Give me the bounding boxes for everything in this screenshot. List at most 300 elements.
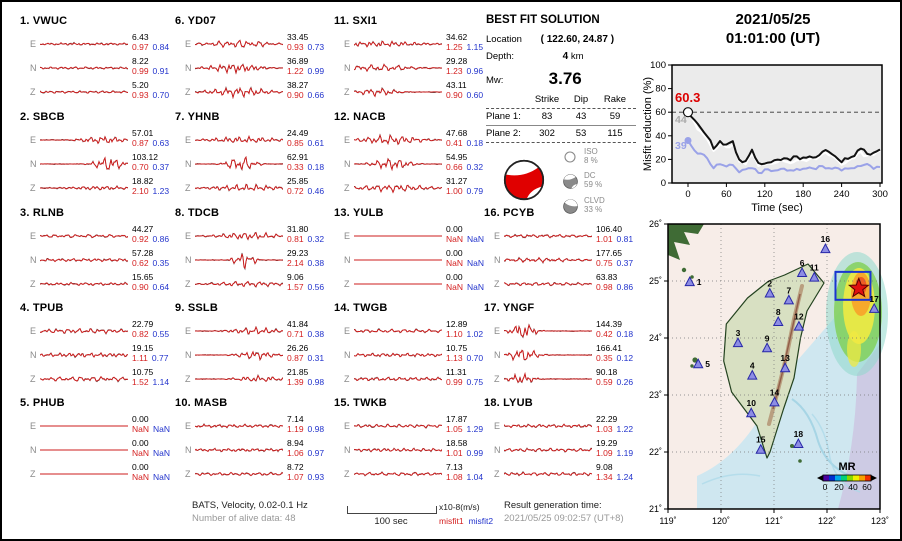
waveform-plot (354, 128, 442, 152)
station-header: 7. YHNB (175, 111, 220, 123)
misfit1-value: 0.92 (132, 234, 149, 244)
misfit1-value: 0.81 (287, 234, 304, 244)
synthetic-trace (195, 136, 283, 142)
synthetic-trace (40, 137, 128, 143)
misfit-values (287, 377, 335, 387)
waveform-plot (195, 462, 283, 486)
mw-row (486, 68, 642, 88)
misfit1-value: 1.22 (287, 66, 304, 76)
channel-values (596, 343, 644, 363)
observed-trace (195, 253, 283, 269)
misfit2-value: 0.99 (307, 66, 325, 76)
misfit1-value: NaN (132, 424, 150, 434)
misfit1-value: 0.90 (446, 90, 463, 100)
chart-x-axis-label: Time (sec) (751, 202, 803, 214)
misfit-values (596, 424, 644, 434)
misfit1-value: 0.42 (596, 329, 613, 339)
waveform-plot (504, 272, 592, 296)
channel-row-YULB-E (334, 224, 494, 248)
misfit1-value: 0.97 (132, 42, 149, 52)
misfit-values (596, 258, 644, 268)
channel-row-VWUC-E (20, 32, 180, 56)
channel-label: N (344, 445, 351, 455)
synthetic-trace (40, 235, 128, 238)
misfit-values (132, 258, 180, 268)
channel-row-TPUB-E (20, 319, 180, 343)
station-header: 6. YD07 (175, 15, 216, 27)
station-header: 1. VWUC (20, 15, 68, 27)
channel-row-SSLB-E (175, 319, 335, 343)
misfit1-value: NaN (132, 472, 150, 482)
waveform-plot (504, 462, 592, 486)
waveform-plot (40, 176, 128, 200)
misfit2-legend-label: misfit2 (468, 516, 494, 526)
station-number-label: 5 (705, 359, 710, 370)
synthetic-trace (40, 43, 128, 45)
mw-label: Mw: (486, 75, 504, 86)
station-block-MASB (175, 397, 335, 482)
misfit2-value: 0.26 (616, 377, 634, 387)
svg-text:122˚: 122˚ (817, 516, 837, 526)
amplitude-value: 25.85 (287, 176, 309, 186)
amplitude-value: 5.20 (132, 80, 149, 90)
channel-label: Z (30, 87, 36, 97)
channel-label: N (344, 350, 351, 360)
waveform-plot (40, 224, 128, 248)
misfit-values (132, 90, 180, 100)
focal-mechanism-beachball-icon (502, 158, 546, 202)
amplitude-value: 15.65 (132, 272, 154, 282)
channel-values (132, 152, 180, 172)
station-header: 4. TPUB (20, 302, 64, 314)
misfit2-value: 0.77 (151, 353, 169, 363)
channel-row-PHUB-E (20, 414, 180, 438)
svg-text:24˚: 24˚ (648, 333, 662, 343)
waveform-plot (40, 128, 128, 152)
channel-label: N (185, 445, 192, 455)
amplitude-value: 0.00 (132, 462, 149, 472)
channel-label: E (185, 135, 192, 145)
station-block-TWGB (334, 302, 494, 387)
iso-pct: 8 % (584, 156, 598, 165)
channel-row-YD07-E (175, 32, 335, 56)
misfit2-value: 0.93 (307, 472, 325, 482)
channel-values (132, 80, 180, 100)
misfit-values (596, 282, 644, 292)
synthetic-trace (40, 329, 128, 334)
synthetic-trace (195, 233, 283, 240)
channel-values (287, 462, 335, 482)
station-number-label: 17 (869, 293, 879, 304)
channel-row-PCYB-N (484, 248, 644, 272)
channel-values (287, 128, 335, 148)
svg-text:80: 80 (655, 83, 666, 95)
channel-values (132, 272, 180, 292)
misfit1-value: 0.62 (132, 258, 149, 268)
depth-unit: km (570, 51, 584, 62)
channel-row-LYUB-N (484, 438, 644, 462)
misfit-values (132, 353, 180, 363)
amplitude-value: 29.23 (287, 248, 309, 258)
misfit2-value: 0.12 (616, 353, 634, 363)
misfit-values (596, 472, 644, 482)
current-misfit-annotation: 60.3 (675, 90, 701, 105)
station-block-YULB (334, 207, 494, 292)
channel-row-YULB-N (334, 248, 494, 272)
waveform-plot (354, 343, 442, 367)
waveform-plot (40, 32, 128, 56)
channel-label: N (30, 159, 37, 169)
channel-label: Z (185, 183, 191, 193)
misfit2-value: 0.38 (307, 258, 325, 268)
channel-row-TDCB-E (175, 224, 335, 248)
misfit-values (132, 448, 180, 458)
synthetic-trace (504, 424, 592, 427)
misfit2-value: 1.04 (466, 472, 484, 482)
misfit1-value: NaN (446, 282, 464, 292)
channel-row-YHNB-N (175, 152, 335, 176)
waveform-plot (354, 80, 442, 104)
channel-row-SBCB-N (20, 152, 180, 176)
misfit2-value: 0.98 (307, 377, 325, 387)
waveform-plot (354, 367, 442, 391)
svg-text:40: 40 (848, 482, 858, 492)
amplitude-value: 24.49 (287, 128, 309, 138)
waveform-plot (195, 152, 283, 176)
channel-row-TWGB-N (334, 343, 494, 367)
misfit1-value: 1.01 (446, 448, 463, 458)
channel-values (596, 272, 644, 292)
channel-label: N (185, 63, 192, 73)
channel-values (132, 224, 180, 244)
waveform-plot (504, 343, 592, 367)
misfit2-value: 0.98 (307, 424, 325, 434)
misfit-values (287, 162, 335, 172)
channel-row-TWKB-N (334, 438, 494, 462)
channel-values (132, 414, 180, 434)
dip-header: Dip (573, 94, 589, 105)
channel-label: E (185, 421, 192, 431)
depth-value: 4 (562, 51, 569, 62)
station-header: 9. SSLB (175, 302, 218, 314)
channel-label: N (30, 350, 37, 360)
station-number-label: 2 (767, 278, 773, 289)
channel-label: Z (30, 374, 36, 384)
synthetic-trace (354, 377, 442, 380)
amplitude-value: 43.11 (446, 80, 467, 90)
waveform-plot (40, 319, 128, 343)
misfit-values (132, 329, 180, 339)
channel-label: N (185, 255, 192, 265)
misfit1-value: 0.82 (132, 329, 149, 339)
rake-header: Rake (603, 94, 627, 105)
channel-row-PHUB-N (20, 438, 180, 462)
misfit2-value: 1.22 (616, 424, 634, 434)
svg-text:22˚: 22˚ (648, 447, 662, 457)
waveform-plot (40, 414, 128, 438)
waveform-plot (195, 367, 283, 391)
misfit2-value: 0.18 (616, 329, 634, 339)
channel-values (132, 32, 180, 52)
misfit2-value: 0.79 (466, 186, 484, 196)
misfit2-value: 0.32 (466, 162, 484, 172)
misfit1-value: 1.09 (596, 448, 613, 458)
station-number-label: 13 (780, 353, 790, 364)
waveform-plot (40, 248, 128, 272)
channel-values (132, 462, 180, 482)
misfit-values (132, 234, 180, 244)
channel-label: Z (344, 87, 350, 97)
synthetic-trace (40, 377, 128, 382)
channel-label: E (30, 421, 37, 431)
misfit2-value: 0.70 (466, 353, 484, 363)
station-block-SBCB (20, 111, 180, 196)
channel-row-YHNB-E (175, 128, 335, 152)
amplitude-value: 10.75 (446, 343, 468, 353)
misfit2-value: 0.35 (152, 258, 170, 268)
amplitude-value: 26.26 (287, 343, 309, 353)
misfit1-value: 0.93 (132, 90, 149, 100)
clvd-label: CLVD (584, 196, 605, 205)
amplitude-value: 17.87 (446, 414, 468, 424)
clvd-icon (562, 198, 579, 215)
synthetic-trace (354, 41, 442, 46)
misfit-values (132, 472, 180, 482)
station-number-label: 10 (746, 398, 756, 409)
waveform-plot (354, 414, 442, 438)
channel-row-SBCB-Z (20, 176, 180, 200)
channel-values (596, 414, 644, 434)
channel-label: E (344, 421, 351, 431)
misfit-values (287, 329, 335, 339)
dc-pct: 59 % (584, 180, 603, 189)
station-header: 8. TDCB (175, 207, 220, 219)
misfit2-value: 0.97 (307, 448, 325, 458)
synthetic-trace (354, 424, 442, 427)
misfit-values (287, 472, 335, 482)
dc-row (562, 172, 642, 192)
plane-table-header (486, 92, 636, 109)
misfit2-value: 0.60 (466, 90, 484, 100)
channel-row-YULB-Z (334, 272, 494, 296)
svg-text:123˚: 123˚ (870, 516, 890, 526)
channel-row-YHNB-Z (175, 176, 335, 200)
misfit-values (287, 66, 335, 76)
misfit2-value: 0.37 (616, 258, 634, 268)
amplitude-value: 19.15 (132, 343, 154, 353)
depth-row (486, 51, 642, 62)
channel-label: N (30, 63, 37, 73)
channel-label: E (185, 231, 192, 241)
misfit-values (287, 42, 335, 52)
misfit1-value: 0.99 (132, 66, 149, 76)
channel-label: Z (344, 279, 350, 289)
clvd-row (562, 197, 642, 217)
misfit-values (132, 377, 180, 387)
channel-row-RLNB-N (20, 248, 180, 272)
misfit2-value: 0.66 (307, 90, 325, 100)
misfit2-value: NaN (467, 234, 485, 244)
channel-label: N (30, 255, 37, 265)
waveform-plot (40, 80, 128, 104)
misfit2-value: 1.15 (466, 42, 484, 52)
channel-values (132, 343, 180, 363)
channel-label: E (494, 326, 501, 336)
svg-text:40: 40 (655, 130, 666, 142)
waveform-plot (354, 438, 442, 462)
misfit2-start-annotation: 39 (675, 140, 687, 152)
channel-row-LYUB-E (484, 414, 644, 438)
amplitude-value: 90.18 (596, 367, 618, 377)
channel-row-TWKB-E (334, 414, 494, 438)
amplitude-value: 31.27 (446, 176, 468, 186)
misfit-values (287, 258, 335, 268)
waveform-plot (195, 128, 283, 152)
misfit2-value: 0.81 (616, 234, 634, 244)
channel-row-PHUB-Z (20, 462, 180, 486)
waveform-plot (40, 462, 128, 486)
waveform-plot (354, 248, 442, 272)
misfit2-value: 0.61 (307, 138, 325, 148)
misfit-values (132, 186, 180, 196)
misfit1-value: 2.10 (132, 186, 149, 196)
station-header: 10. MASB (175, 397, 228, 409)
channel-label: Z (185, 279, 191, 289)
channel-values (287, 438, 335, 458)
misfit-values (287, 138, 335, 148)
station-block-RLNB (20, 207, 180, 292)
misfit2-value: NaN (467, 258, 485, 268)
misfit1-value: 0.90 (287, 90, 304, 100)
waveform-plot (40, 152, 128, 176)
svg-text:25˚: 25˚ (648, 276, 662, 286)
channel-label: Z (30, 469, 36, 479)
channel-row-SXI1-N (334, 56, 494, 80)
channel-row-SSLB-N (175, 343, 335, 367)
misfit-values (596, 329, 644, 339)
amplitude-value: 36.89 (287, 56, 309, 66)
channel-label: N (494, 350, 501, 360)
svg-text:20: 20 (834, 482, 844, 492)
misfit1-value: 0.66 (446, 162, 463, 172)
location-value: ( 122.60, 24.87 ) (540, 34, 615, 45)
station-map (642, 214, 902, 539)
amplitude-value: 10.75 (132, 367, 154, 377)
misfit1-value: 0.72 (287, 186, 304, 196)
amplitude-value: 6.43 (132, 32, 149, 42)
synthetic-trace (504, 472, 592, 475)
amplitude-value: 54.95 (446, 152, 468, 162)
svg-text:0: 0 (685, 189, 691, 200)
channel-values (287, 367, 335, 387)
waveform-plot (40, 343, 128, 367)
amplitude-value: 0.00 (446, 248, 463, 258)
event-datetime-title (642, 10, 902, 48)
channel-row-RLNB-Z (20, 272, 180, 296)
misfit1-value: 0.35 (596, 353, 613, 363)
waveform-plot (504, 248, 592, 272)
station-block-SSLB (175, 302, 335, 387)
channel-row-SSLB-Z (175, 367, 335, 391)
misfit1-value: 1.39 (287, 377, 304, 387)
misfit2-value: 0.84 (152, 42, 170, 52)
channel-values (287, 414, 335, 434)
amplitude-value: 33.45 (287, 32, 309, 42)
location-label: Location (486, 34, 522, 45)
misfit1-value: 0.87 (287, 353, 304, 363)
channel-values (287, 80, 335, 100)
synthetic-trace (195, 254, 283, 268)
amplitude-value: 63.83 (596, 272, 618, 282)
waveform-plot (504, 319, 592, 343)
channel-row-TWGB-Z (334, 367, 494, 391)
channel-values (287, 319, 335, 339)
channel-label: E (30, 39, 37, 49)
misfit2-value: 0.70 (152, 90, 170, 100)
misfit1-value: 0.59 (596, 377, 613, 387)
time-scalebar (347, 506, 437, 514)
misfit1-start-annotation: 44 (675, 114, 687, 126)
strike-header: Strike (534, 94, 560, 105)
station-block-NACB (334, 111, 494, 196)
waveform-plot (195, 319, 283, 343)
channel-row-VWUC-N (20, 56, 180, 80)
waveform-plot (195, 438, 283, 462)
station-block-TDCB (175, 207, 335, 292)
svg-text:26˚: 26˚ (648, 219, 662, 229)
station-number-label: 9 (764, 333, 770, 344)
solution-title: BEST FIT SOLUTION (486, 14, 600, 26)
amplitude-value: 106.40 (596, 224, 622, 234)
iso-icon (562, 149, 578, 165)
misfit2-value: NaN (153, 424, 171, 434)
waveform-plot (195, 272, 283, 296)
amplitude-value: 38.27 (287, 80, 309, 90)
mw-value: 3.76 (548, 69, 582, 88)
misfit-values (596, 377, 644, 387)
channel-label: Z (494, 469, 500, 479)
misfit2-value: 0.46 (307, 186, 325, 196)
channel-values (596, 319, 644, 339)
station-block-TWKB (334, 397, 494, 482)
channel-row-PCYB-E (484, 224, 644, 248)
misfit2-value: NaN (153, 448, 171, 458)
waveform-plot (354, 152, 442, 176)
waveform-plot (195, 224, 283, 248)
channel-row-NACB-N (334, 152, 494, 176)
svg-text:23˚: 23˚ (648, 390, 662, 400)
svg-text:120˚: 120˚ (711, 516, 731, 526)
plane2-row: Plane 2: 302 53 115 (486, 126, 636, 143)
waveform-plot (195, 56, 283, 80)
best-fit-solution-panel (486, 14, 642, 214)
misfit-legend (439, 516, 493, 526)
amplitude-value: 8.22 (132, 56, 149, 66)
misfit-values (287, 234, 335, 244)
dc-icon (562, 173, 579, 190)
filter-info: BATS, Velocity, 0.02-0.1 Hz (192, 500, 308, 511)
channel-label: Z (494, 374, 500, 384)
station-number-label: 15 (756, 434, 766, 445)
amplitude-value: 9.06 (287, 272, 304, 282)
synthetic-trace (354, 472, 442, 475)
misfit2-value: 0.75 (466, 377, 484, 387)
svg-text:100: 100 (650, 60, 666, 71)
station-header: 15. TWKB (334, 397, 387, 409)
station-header: 14. TWGB (334, 302, 388, 314)
synthetic-trace (354, 353, 442, 356)
result-time-value: 2021/05/25 09:02:57 (UT+8) (504, 513, 624, 524)
